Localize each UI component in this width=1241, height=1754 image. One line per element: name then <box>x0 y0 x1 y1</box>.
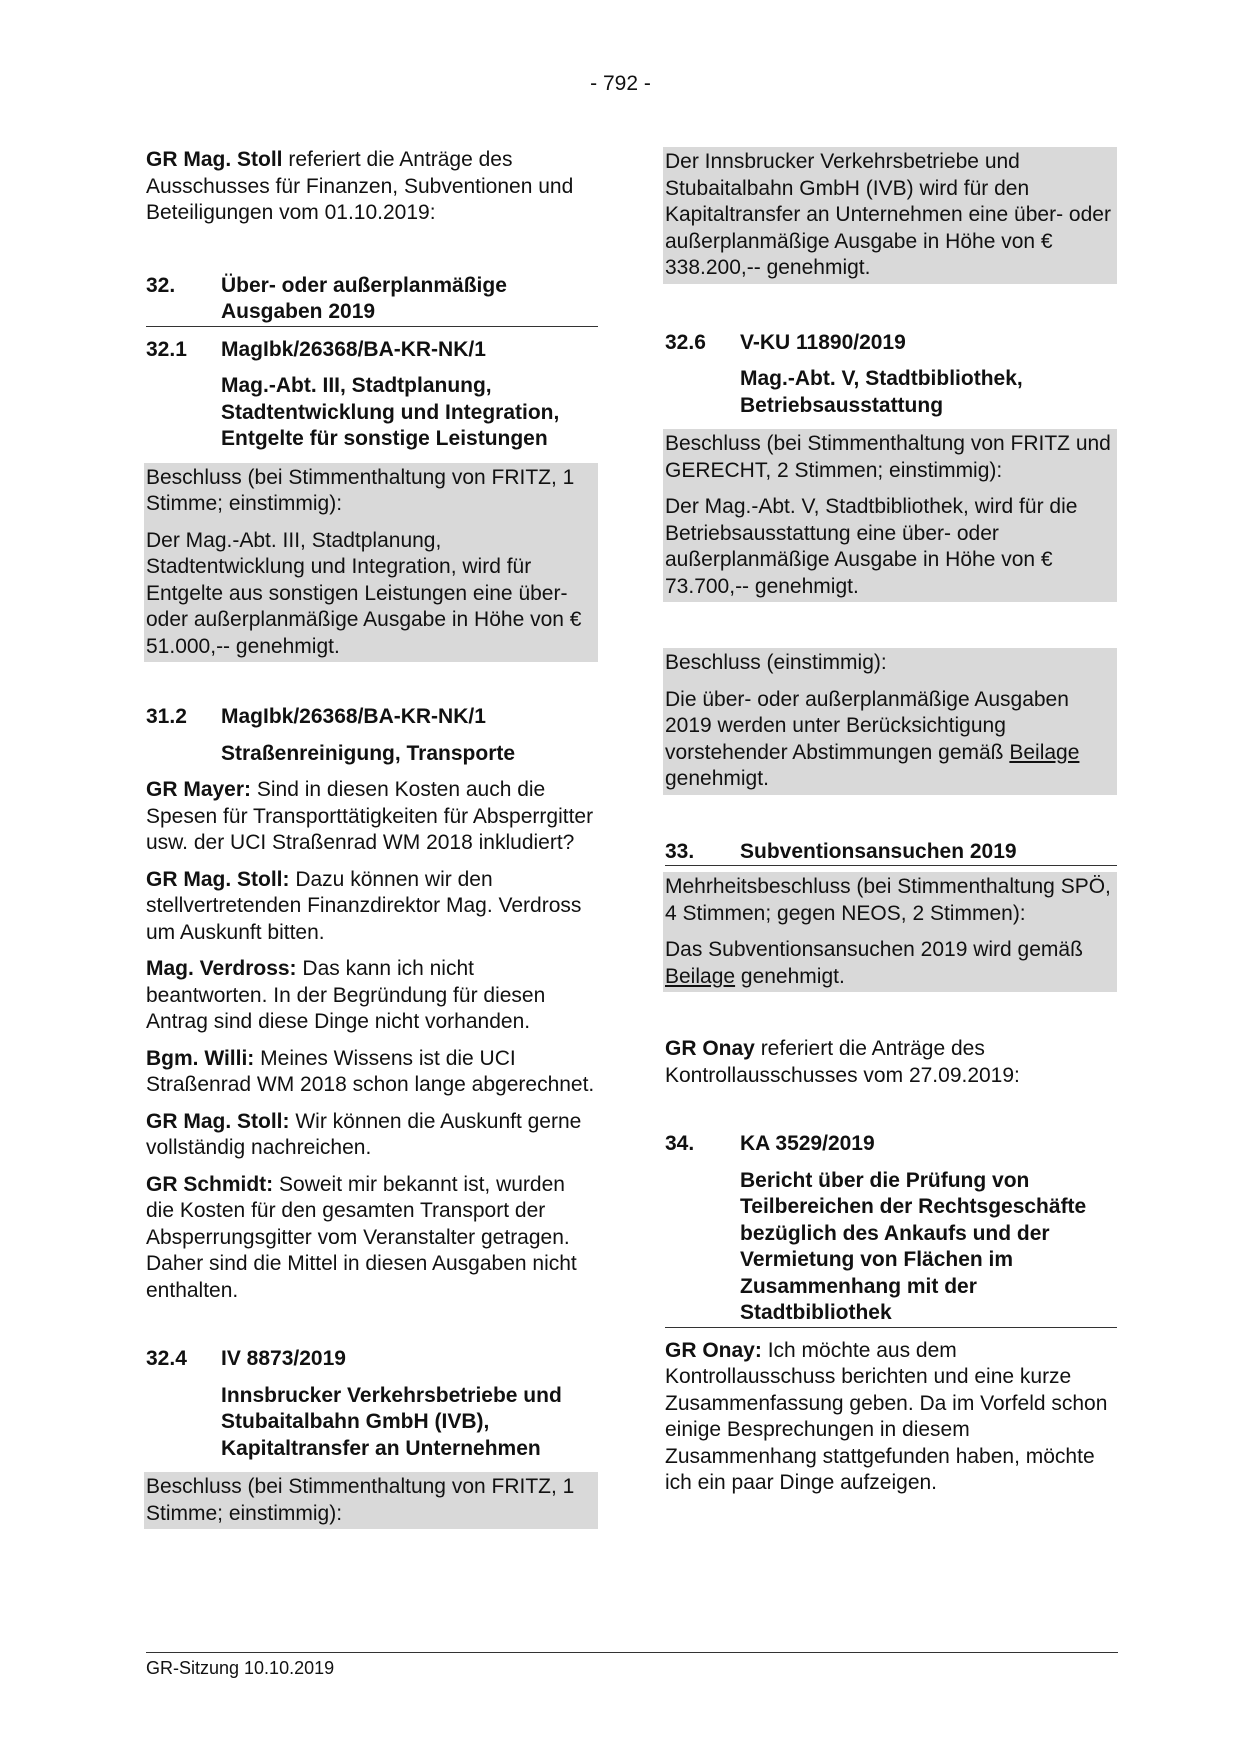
speaker-name: GR Onay <box>665 1037 755 1060</box>
discussion-paragraph <box>146 956 598 1036</box>
footer-text: GR-Sitzung 10.10.2019 <box>146 1658 335 1678</box>
attachment-link[interactable]: Beilage <box>665 964 736 988</box>
speaker-name: Mag. Verdross: <box>146 957 297 980</box>
section-number: 32.6 <box>665 330 706 354</box>
resolution-label: Beschluss (bei Stimmenthaltung von FRITZ und GERECHT, 2 Stimmen; einstimmig): <box>665 432 1111 482</box>
resolution-label: Beschluss (bei Stimmenthaltung von FRITZ, 1 Stimme; einstimmig): <box>146 465 575 515</box>
intro-text: referiert die Anträge des Kontrollausschusses vom 27.09.2019: <box>665 1037 1020 1087</box>
resolution-text-part: Die über- oder außerplanmäßige Ausgaben 2019 werden unter Berücksichtigung vorstehender Abstimmungen gemäß <box>665 687 1069 764</box>
section-31-2-heading <box>146 704 598 731</box>
resolution-box <box>663 147 1117 284</box>
section-number: 31.2 <box>146 705 187 728</box>
speaker-name: GR Mayer: <box>146 778 252 801</box>
attachment-link[interactable]: Beilage <box>1009 740 1080 764</box>
section-number: 34. <box>665 1132 695 1155</box>
section-title: Subventionsansuchen 2019 <box>740 839 1017 863</box>
page-number: - 792 - <box>590 72 651 95</box>
discussion-paragraph <box>146 867 598 947</box>
speaker-name: GR Onay: <box>665 1338 762 1362</box>
resolution-box <box>663 429 1117 602</box>
section-code: IV 8873/2019 <box>221 1347 346 1370</box>
right-column <box>665 147 1117 1497</box>
section-32-1-heading <box>146 337 598 364</box>
section-title: Über- oder außerplanmäßige Ausgaben 2019 <box>221 273 507 323</box>
speaker-name: GR Schmidt: <box>146 1172 274 1196</box>
section-number: 32.1 <box>146 337 187 361</box>
resolution-label: Mehrheitsbeschluss (bei Stimmenthaltung SPÖ, 4 Stimmen; gegen NEOS, 2 Stimmen): <box>665 875 1111 925</box>
resolution-text-part: genehmigt. <box>665 767 769 790</box>
section-title: Mag.-Abt. V, Stadtbibliothek, Betriebsausstattung <box>740 367 1023 417</box>
speaker-name: GR Mag. Stoll: <box>146 867 290 891</box>
resolution-text: Der Innsbrucker Verkehrsbetriebe und Stubaitalbahn GmbH (IVB) wird für den Kapitaltransfer an Unternehmen eine über- oder außerplanmäßige Ausgabe in Höhe von € 338.200,-- genehmigt. <box>665 150 1111 279</box>
speech-text: Dazu können wir den stellvertretenden Finanzdirektor Mag. Verdross um Auskunft bitten. <box>146 867 582 944</box>
resolution-text: Der Mag.-Abt. III, Stadtplanung, Stadtentwicklung und Integration, wird für Entgelte aus sonstigen Leistungen eine über- oder außerplanmäßige Ausgabe in Höhe von € 51.000,-- genehmigt. <box>146 528 582 658</box>
resolution-label: Beschluss (bei Stimmenthaltung von FRITZ, 1 Stimme; einstimmig): <box>146 1475 575 1525</box>
section-33-heading <box>665 839 1117 867</box>
left-column <box>146 147 598 1529</box>
speaker-name: GR Mag. Stoll <box>146 148 283 171</box>
speech-text: Ich möchte aus dem Kontrollausschuss berichten und eine kurze Zusammenfassung geben. Da im Vorfeld schon einige Besprechungen in diesem Zusammenhang stattgefunden haben, möchte ich ein paar Dinge aufzeigen. <box>665 1338 1108 1494</box>
resolution-text <box>665 687 1113 793</box>
section-32-4-heading <box>146 1346 598 1373</box>
section-title: Bericht über die Prüfung von Teilbereichen der Rechtsgeschäfte bezüglich des Ankaufs und der Vermietung von Flächen im Zusammenhang mit der Stadtbibliothek <box>665 1168 1117 1328</box>
resolution-text: Der Mag.-Abt. V, Stadtbibliothek, wird für die Betriebsausstattung eine über- oder außerplanmäßige Ausgabe in Höhe von € 73.700,-- genehmigt. <box>665 495 1078 598</box>
resolution-box <box>144 463 598 663</box>
resolution-text <box>665 937 1113 990</box>
section-32-6-heading <box>665 330 1117 357</box>
resolution-text-part: Das Subventionsansuchen 2019 wird gemäß <box>665 938 1083 961</box>
resolution-label: Beschluss (einstimmig): <box>665 651 887 674</box>
section-title: Mag.-Abt. III, Stadtplanung, Stadtentwicklung und Integration, Entgelte für sonstige Leistungen <box>221 374 560 450</box>
speaker-name: GR Mag. Stoll: <box>146 1109 290 1133</box>
speech-text: Meines Wissens ist die UCI Straßenrad WM 2018 schon lange abgerechnet. <box>146 1046 595 1096</box>
discussion-paragraph <box>146 1109 598 1162</box>
intro-paragraph <box>665 1036 1117 1089</box>
speech-text: Soweit mir bekannt ist, wurden die Kosten für den gesamten Transport der Absperrungsgitter vom Veranstalter getragen. Daher sind die Mittel in diesen Ausgaben nicht enthalten. <box>146 1172 577 1302</box>
resolution-box <box>663 648 1117 795</box>
speech-text: Wir können die Auskunft gerne vollständig nachreichen. <box>146 1109 582 1159</box>
discussion-paragraph <box>146 1172 598 1305</box>
section-code: MagIbk/26368/BA-KR-NK/1 <box>221 705 486 728</box>
section-number: 33. <box>665 839 695 863</box>
resolution-box <box>144 1472 598 1529</box>
resolution-box <box>663 872 1117 992</box>
section-number: 32.4 <box>146 1347 187 1370</box>
section-code: MagIbk/26368/BA-KR-NK/1 <box>221 337 486 361</box>
section-34-heading <box>665 1131 1117 1158</box>
footer-divider <box>146 1652 1118 1653</box>
intro-paragraph <box>146 147 598 227</box>
speaker-name: Bgm. Willi: <box>146 1046 255 1070</box>
intro-text: referiert die Anträge des Ausschusses für Finanzen, Subventionen und Beteiligungen vom 01.10.2019: <box>146 148 574 224</box>
section-32-heading <box>146 273 598 327</box>
section-title: Straßenreinigung, Transporte <box>221 741 516 765</box>
discussion-paragraph <box>146 777 598 857</box>
section-code: KA 3529/2019 <box>740 1132 875 1155</box>
discussion-paragraph <box>146 1046 598 1099</box>
discussion-paragraph <box>665 1338 1117 1497</box>
speech-text: Sind in diesen Kosten auch die Spesen für Transporttätigkeiten für Absperrgitter usw. der UCI Straßenrad WM 2018 inkludiert? <box>146 778 594 854</box>
resolution-text-part: genehmigt. <box>735 964 845 988</box>
section-code: V-KU 11890/2019 <box>740 330 906 354</box>
speech-text: Das kann ich nicht beantworten. In der Begründung für diesen Antrag sind diese Dinge nicht vorhanden. <box>146 957 546 1033</box>
section-number: 32. <box>146 273 176 297</box>
section-title: Innsbrucker Verkehrsbetriebe und Stubaitalbahn GmbH (IVB), Kapitaltransfer an Unternehmen <box>221 1383 562 1460</box>
